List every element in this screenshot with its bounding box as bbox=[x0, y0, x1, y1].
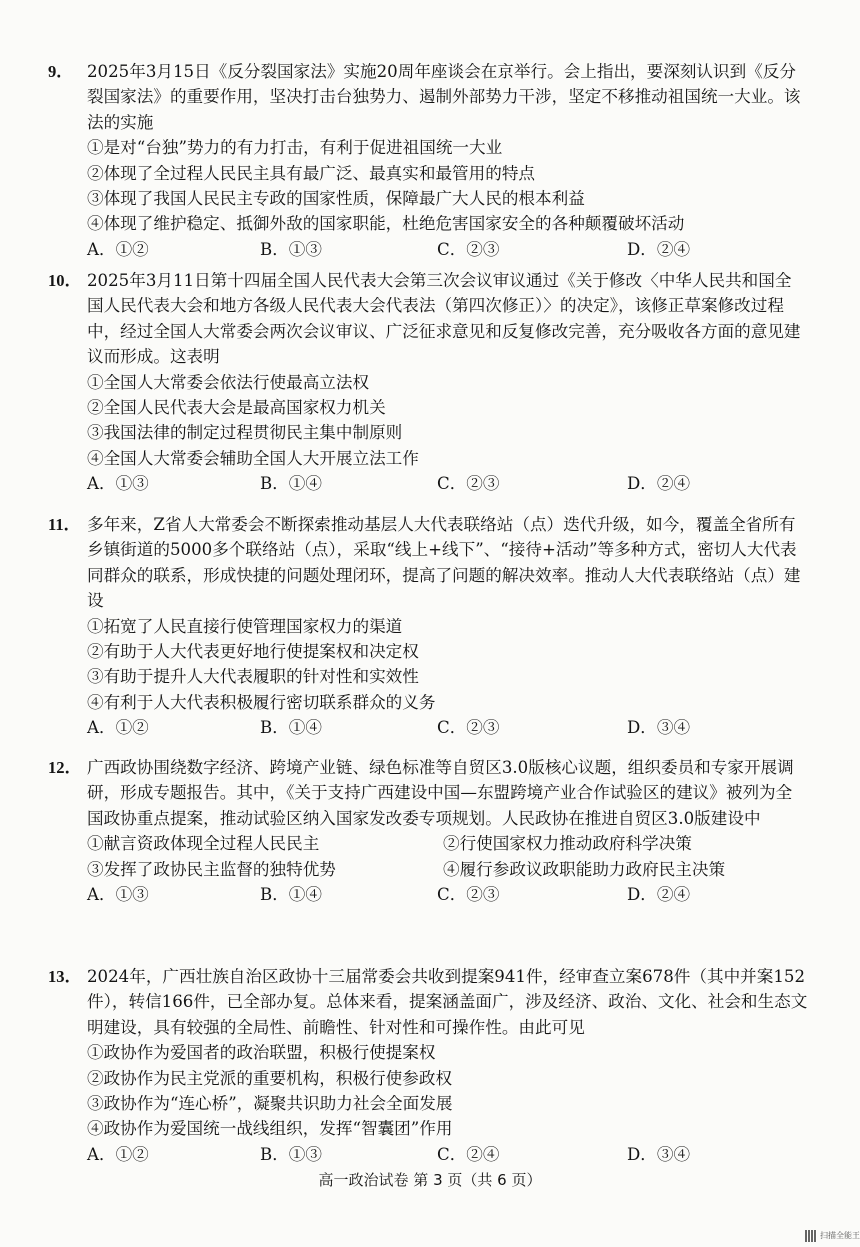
question-text: 2024年，广西壮族自治区政协十三届常委会共收到提案941件，经审查立案678件（其中并案152件），转信166件，已全部办复。总体来看，提案涵盖面广，涉及经济、政治、文化、社会和生态文明建设，具有较强的全局性、前瞻性、针对性和可操作性。由此可见 bbox=[87, 967, 808, 1037]
question-text: 2025年3月11日第十四届全国人民代表大会第三次会议审议通过《关于修改〈中华人民共和国全国人民代表大会和地方各级人民代表大会代表法（第四次修正）〉的决定》，该修正草案修改过程中，经过全国人大常委会两次会议审议、广泛征求意见和反复修改完善，充分吸收各方面的意见建议而形成。这表明 bbox=[87, 271, 801, 367]
qr-code-icon bbox=[805, 1230, 817, 1242]
question-13 bbox=[48, 964, 808, 1167]
question-number: 13． bbox=[48, 967, 82, 986]
question-stem bbox=[48, 512, 808, 614]
statement-2: ②有助于人大代表更好地行使提案权和决定权 bbox=[87, 642, 419, 662]
question-text: 多年来，Z省人大常委会不断探索推动基层人大代表联络站（点）迭代升级，如今，覆盖全省所有乡镇街道的5000多个联络站（点），采取“线上+线下”、“接待+活动”等多种方式，密切人大代表同群众的联系，形成快捷的问题处理闭环，提高了问题的解决效率。推动人大代表联络站（点）建设 bbox=[87, 515, 801, 611]
option-d: D．③④ bbox=[627, 1144, 691, 1164]
option-c: C．②③ bbox=[437, 474, 500, 494]
question-9 bbox=[48, 59, 808, 262]
option-a: A．①③ bbox=[87, 474, 149, 494]
statement-4: ④体现了维护稳定、抵御外敌的国家职能，杜绝危害国家安全的各种颠覆破坏活动 bbox=[87, 214, 685, 234]
statement-grid bbox=[48, 831, 808, 882]
answer-options bbox=[87, 471, 808, 496]
question-stem bbox=[48, 59, 808, 135]
statement-1: ①全国人大常委会依法行使最高立法权 bbox=[87, 372, 370, 392]
answer-options bbox=[87, 1142, 808, 1167]
option-a: A．①② bbox=[87, 1144, 149, 1164]
statement-3: ③政协作为“连心桥”，凝聚共识助力社会全面发展 bbox=[87, 1094, 453, 1114]
statement-3: ③发挥了政协民主监督的独特优势 bbox=[87, 859, 336, 879]
statement-2: ②全国人民代表大会是最高国家权力机关 bbox=[87, 398, 386, 418]
statement-1: ①是对“台独”势力的有力打击，有利于促进祖国统一大业 bbox=[87, 138, 503, 158]
statement-1: ①献言资政体现全过程人民民主 bbox=[87, 834, 320, 854]
answer-options bbox=[87, 882, 808, 907]
option-c: C．②③ bbox=[437, 239, 500, 259]
answer-options bbox=[87, 715, 808, 740]
page-footer: 高一政治试卷 第 3 页（共 6 页） bbox=[318, 1171, 542, 1189]
question-11 bbox=[48, 512, 808, 741]
option-c: C．②④ bbox=[437, 1144, 500, 1164]
statement-1: ①拓宽了人民直接行使管理国家权力的渠道 bbox=[87, 616, 403, 636]
option-d: D．②④ bbox=[627, 474, 691, 494]
statement-3: ③有助于提升人大代表履职的针对性和实效性 bbox=[87, 667, 419, 687]
statement-3: ③我国法律的制定过程贯彻民主集中制原则 bbox=[87, 423, 403, 443]
statement-4: ④有利于人大代表积极履行密切联系群众的义务 bbox=[87, 692, 436, 712]
question-10 bbox=[48, 268, 808, 497]
statement-4: ④履行参政议政职能助力政府民主决策 bbox=[443, 859, 726, 879]
option-a: A．①③ bbox=[87, 885, 149, 905]
statement-2: ②行使国家权力推动政府科学决策 bbox=[443, 834, 692, 854]
statement-1: ①政协作为爱国者的政治联盟，积极行使提案权 bbox=[87, 1043, 436, 1063]
option-c: C．②③ bbox=[437, 885, 500, 905]
statement-2: ②体现了全过程人民民主具有最广泛、最真实和最管用的特点 bbox=[87, 163, 536, 183]
statement-3: ③体现了我国人民民主专政的国家性质，保障最广大人民的根本利益 bbox=[87, 189, 585, 209]
answer-options bbox=[87, 237, 808, 262]
option-b: B．①④ bbox=[260, 474, 322, 494]
question-stem bbox=[48, 755, 808, 831]
option-c: C．②③ bbox=[437, 718, 500, 738]
option-a: A．①② bbox=[87, 718, 149, 738]
question-stem bbox=[48, 964, 808, 1040]
option-d: D．②④ bbox=[627, 885, 691, 905]
option-b: B．①④ bbox=[260, 885, 322, 905]
option-d: D．②④ bbox=[627, 239, 691, 259]
question-12 bbox=[48, 755, 808, 907]
statement-4: ④全国人大常委会辅助全国人大开展立法工作 bbox=[87, 448, 419, 468]
option-b: B．①③ bbox=[260, 1144, 322, 1164]
statement-4: ④政协作为爱国统一战线组织，发挥“智囊团”作用 bbox=[87, 1119, 453, 1139]
question-number: 12． bbox=[48, 758, 82, 777]
question-stem bbox=[48, 268, 808, 370]
question-number: 10． bbox=[48, 271, 82, 290]
option-a: A．①② bbox=[87, 239, 149, 259]
option-b: B．①④ bbox=[260, 718, 322, 738]
statement-2: ②政协作为民主党派的重要机构，积极行使参政权 bbox=[87, 1068, 453, 1088]
option-d: D．③④ bbox=[627, 718, 691, 738]
question-number: 9． bbox=[48, 62, 73, 81]
option-b: B．①③ bbox=[260, 239, 322, 259]
scanner-watermark: 扫描全能王 bbox=[820, 1231, 860, 1240]
question-text: 广西政协围绕数字经济、跨境产业链、绿色标准等自贸区3.0版核心议题，组织委员和专家开展调研，形成专题报告。其中，《关于支持广西建设中国—东盟跨境产业合作试验区的建议》被列为全国政协重点提案，推动试验区纳入国家发改委专项规划。人民政协在推进自贸区3.0版建设中 bbox=[87, 758, 794, 828]
question-text: 2025年3月15日《反分裂国家法》实施20周年座谈会在京举行。会上指出，要深刻认识到《反分裂国家法》的重要作用，坚决打击台独势力、遏制外部势力干涉，坚定不移推动祖国统一大业。该法的实施 bbox=[87, 62, 801, 132]
question-number: 11． bbox=[48, 515, 81, 534]
